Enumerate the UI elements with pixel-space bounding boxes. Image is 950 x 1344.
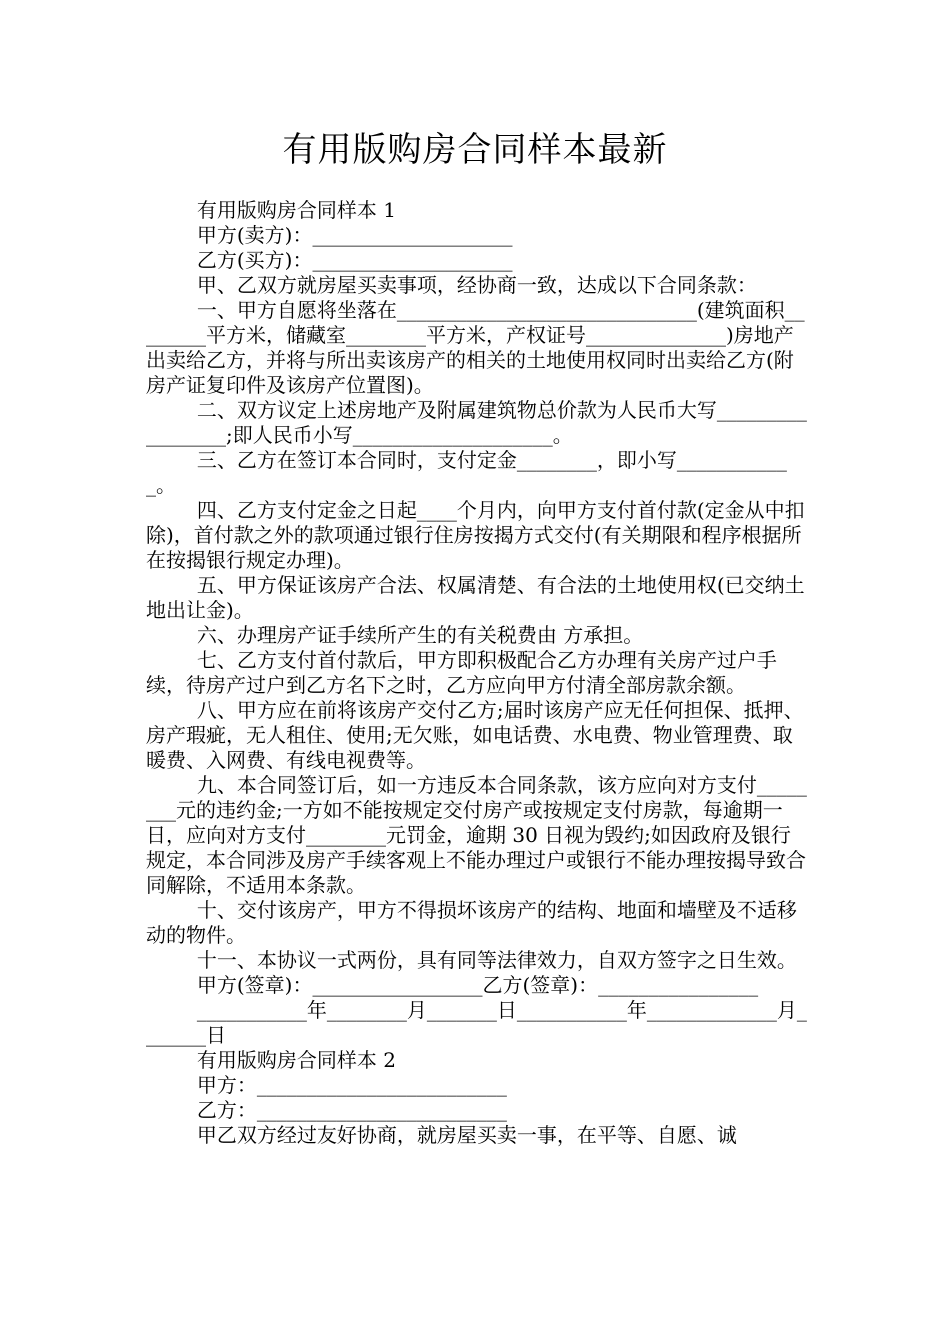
sample-heading-2: 有用版购房合同样本 2	[146, 1048, 396, 1072]
document-body	[146, 198, 808, 1148]
preamble-paragraph-2: 甲乙双方经过友好协商，就房屋买卖一事，在平等、自愿、诚	[146, 1123, 737, 1147]
clause-5: 五、甲方保证该房产合法、权属清楚、有合法的土地使用权(已交纳土地出让金)。	[146, 573, 805, 622]
clause-3: 三、乙方在签订本合同时，支付定金________，即小写____________。	[146, 448, 787, 497]
party-b-line-2: 乙方：_________________________	[146, 1098, 507, 1122]
clause-9: 九、本合同签订后，如一方违反本合同条款，该方应向对方支付________元的违约金;一方如不能按规定交付房产或按规定支付房款，每逾期一日，应向对方支付________元罚金，逾期 30 日视为毁约;如因政府及银行规定，本合同涉及房产手续客观上不能办理过户或银行不能办理按揭导致合同解除，不适用本条款。	[146, 773, 807, 897]
clause-11: 十一、本协议一式两份，具有同等法律效力，自双方签字之日生效。	[146, 948, 797, 972]
party-a-line-2: 甲方：_________________________	[146, 1073, 507, 1097]
date-line: ___________年________月_______日___________年_____________月_______日	[146, 998, 807, 1047]
signature-line: 甲方(签章)：_________________乙方(签章)：________________	[146, 973, 759, 997]
preamble-paragraph: 甲、乙双方就房屋买卖事项，经协商一致，达成以下合同条款：	[146, 273, 757, 297]
clause-7: 七、乙方支付首付款后，甲方即积极配合乙方办理有关房产过户手续，待房产过户到乙方名下之时，乙方应向甲方付清全部房款余额。	[146, 648, 777, 697]
clause-6: 六、办理房产证手续所产生的有关税费由 方承担。	[146, 623, 644, 647]
clause-10: 十、交付该房产，甲方不得损坏该房产的结构、地面和墙壁及不适移动的物件。	[146, 898, 797, 947]
clause-4: 四、乙方支付定金之日起____个月内，向甲方支付首付款(定金从中扣除)，首付款之外的款项通过银行住房按揭方式交付(有关期限和程序根据所在按揭银行规定办理)。	[146, 498, 805, 572]
clause-2: 二、双方议定上述房地产及附属建筑物总价款为人民币大写_________________;即人民币小写____________________。	[146, 398, 807, 447]
sample-heading-1: 有用版购房合同样本 1	[146, 198, 396, 222]
clause-1: 一、甲方自愿将坐落在______________________________(建筑面积________平方米，储藏室________平方米，产权证号______________)房地产出卖给乙方，并将与所出卖该房产的相关的土地使用权同时出卖给乙方(附房产证复印件及该房产位置图)。	[146, 298, 805, 397]
clause-8: 八、甲方应在前将该房产交付乙方;届时该房产应无任何担保、抵押、房产瑕疵，无人租住、使用;无欠账，如电话费、水电费、物业管理费、取暖费、入网费、有线电视费等。	[146, 698, 804, 772]
party-b-buyer-line: 乙方(买方)：____________________	[146, 248, 513, 272]
party-a-seller-line: 甲方(卖方)：____________________	[146, 223, 513, 247]
document-title: 有用版购房合同样本最新	[282, 130, 668, 170]
